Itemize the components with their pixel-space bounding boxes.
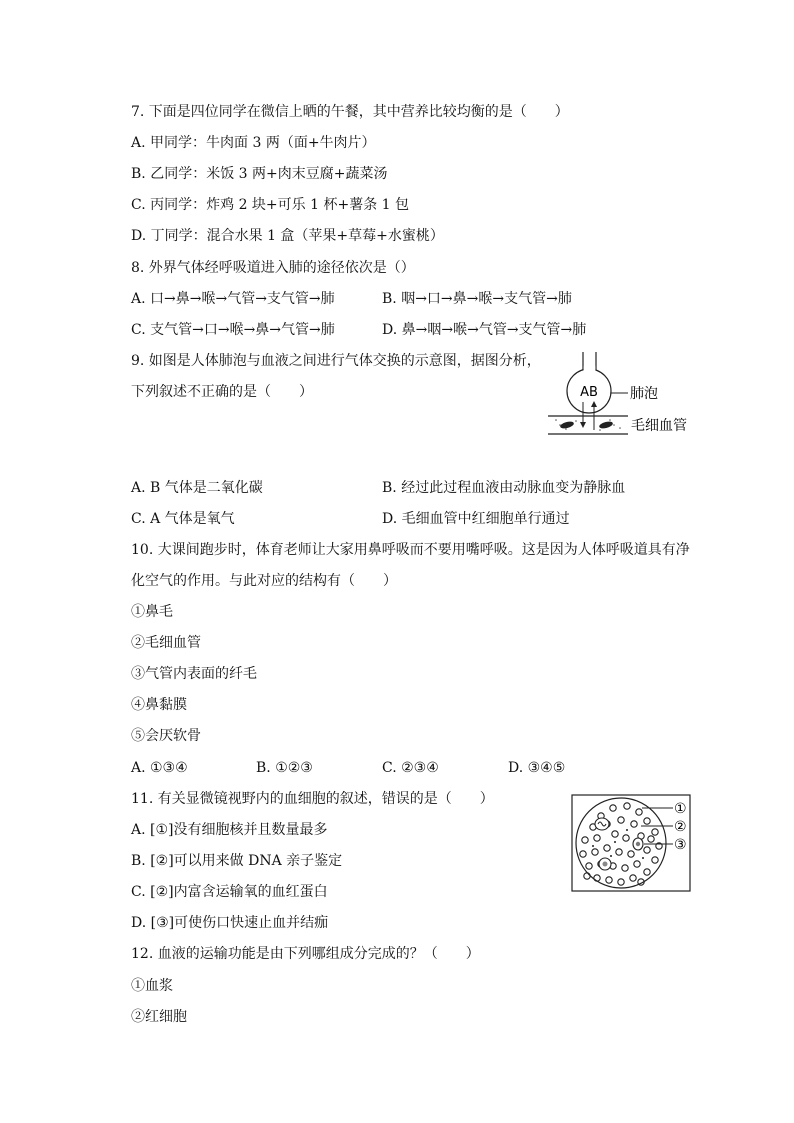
q7-option-b: B. 乙同学：米饭 3 两+肉末豆腐+蔬菜汤 [131,166,388,182]
q8-option-c: C. 支气管→口→喉→鼻→气管→肺 [131,322,335,338]
alveolus-label: 肺泡 [630,386,658,402]
q10-option-c: C. ②③④ [382,760,439,776]
q11-option-d: D. [③]可使伤口快速止血并结痂 [131,915,329,931]
q7-option-c: C. 丙同学：炸鸡 2 块+可乐 1 杯+薯条 1 包 [131,197,409,213]
q12-stem: 12. 血液的运输功能是由下列哪组成分完成的？（ ） [131,946,480,962]
q10-option-b: B. ①②③ [256,760,313,776]
q10-stem-line2: 化空气的作用。与此对应的结构有（ ） [131,573,397,589]
q11-option-a: A. [①]没有细胞核并且数量最多 [131,822,328,838]
q12-item: ②红细胞 [131,1009,187,1025]
smear-label-3: ③ [674,837,687,853]
q11-option-b: B. [②]可以用来做 DNA 亲子鉴定 [131,853,343,869]
smear-label-2: ② [674,819,687,835]
q9-option-b: B. 经过此过程血液由动脉血变为静脉血 [382,480,626,496]
q10-item: ③气管内表面的纤毛 [131,666,257,682]
q10-option-d: D. ③④⑤ [508,760,566,776]
q11-stem: 11. 有关显微镜视野内的血细胞的叙述，错误的是（ ） [131,791,494,807]
q9-option-d: D. 毛细血管中红细胞单行通过 [382,511,570,527]
q10-item: ④鼻黏膜 [131,697,187,713]
q7-stem: 7. 下面是四位同学在微信上晒的午餐，其中营养比较均衡的是（ ） [131,104,569,120]
blood-smear-figure [571,794,691,892]
q11-option-c: C. [②]内富含运输氧的血红蛋白 [131,884,328,900]
alveolus-ab-label: AB [580,385,598,400]
alveolus-capillary-figure [548,350,698,442]
q8-option-d: D. 鼻→咽→喉→气管→支气管→肺 [382,322,587,338]
q10-item: ①鼻毛 [131,604,173,620]
q9-option-a: A. B 气体是二氧化碳 [131,480,263,496]
q8-option-a: A. 口→鼻→喉→气管→支气管→肺 [131,291,335,307]
smear-label-1: ① [674,801,687,817]
q8-option-b: B. 咽→口→鼻→喉→支气管→肺 [382,291,572,307]
q9-stem-line2: 下列叙述不正确的是（ ） [131,384,313,400]
q9-option-c: C. A 气体是氧气 [131,511,235,527]
q8-stem: 8. 外界气体经呼吸道进入肺的途径依次是（） [131,260,415,276]
q10-item: ⑤会厌软骨 [131,728,201,744]
q9-stem-line1: 9. 如图是人体肺泡与血液之间进行气体交换的示意图，据图分析， [131,353,541,369]
q10-item: ②毛细血管 [131,635,201,651]
q7-option-d: D. 丁同学：混合水果 1 盒（苹果+草莓+水蜜桃） [131,228,444,244]
q10-stem-line1: 10. 大课间跑步时，体育老师让大家用鼻呼吸而不要用嘴呼吸。这是因为人体呼吸道具有净 [131,542,690,558]
q7-option-a: A. 甲同学：牛肉面 3 两（面+牛肉片） [131,135,376,151]
q12-item: ①血浆 [131,978,173,994]
q10-option-a: A. ①③④ [131,760,188,776]
capillary-label: 毛细血管 [631,418,687,434]
